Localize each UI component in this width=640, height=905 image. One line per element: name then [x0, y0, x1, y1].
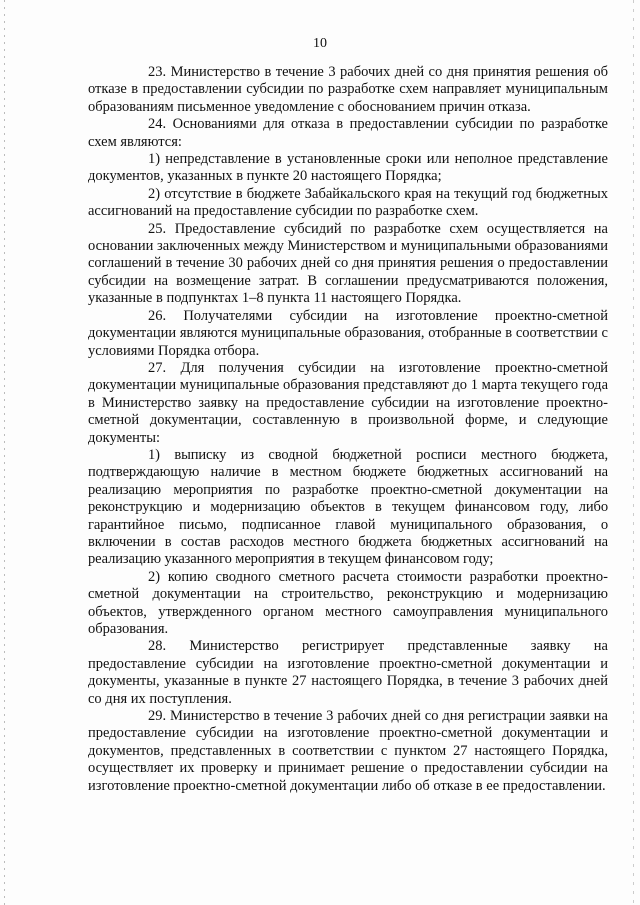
paragraph-24: 24. Основаниями для отказа в предоставлении субсидии по разработке схем являются: — [88, 116, 608, 150]
document-body — [88, 64, 608, 795]
page-number: 10 — [313, 36, 327, 51]
paragraph-27-item-1: 1) выписку из сводной бюджетной росписи местного бюджета, подтверждающую наличие в местном бюджете бюджетных ассигнований на реализацию мероприятия по разработке проектно-сметной документации на реконструкцию и модернизацию объектов в текущем финансовом году, либо гарантийное письмо, подписанное главой муниципального образования, о включении в состав расходов местного бюджета бюджетных ассигнований на реализацию указанного мероприятия в текущем финансовом году; — [88, 446, 608, 568]
paragraph-28: 28. Министерство регистрирует представленные заявку на предоставление субсидии на изготовление проектно-сметной документации и документы, указанные в пункте 27 настоящего Порядка, в течение 3 рабочих дней со дня их поступления. — [88, 638, 608, 707]
paragraph-24-item-1: 1) непредставление в установленные сроки или неполное представление документов, указанных в пункте 20 настоящего Порядка; — [88, 151, 608, 185]
paragraph-27: 27. Для получения субсидии на изготовление проектно-сметной документации муниципальные образования представляют до 1 марта текущего года в Министерство заявку на предоставление субсидии на изготовление проектно-сметной документации, составленную в произвольной форме, и следующие документы: — [88, 359, 608, 446]
paragraph-25: 25. Предоставление субсидий по разработке схем осуществляется на основании заключенных между Министерством и муниципальными образованиями соглашений в течение 30 рабочих дней со дня принятия решения о предоставлении субсидии на возмещение затрат. В соглашении предусматриваются положения, указанные в подпунктах 1–8 пункта 11 настоящего Порядка. — [88, 220, 608, 307]
scan-edge-left — [4, 0, 5, 905]
paragraph-23: 23. Министерство в течение 3 рабочих дней со дня принятия решения об отказе в предоставлении субсидии по разработке схем направляет муниципальным образованиям письменное уведомление с обоснованием причин отказа. — [88, 64, 608, 115]
paragraph-26: 26. Получателями субсидии на изготовление проектно-сметной документации являются муниципальные образования, отобранные в соответствии с условиями Порядка отбора. — [88, 307, 608, 359]
paragraph-27-item-2: 2) копию сводного сметного расчета стоимости разработки проектно-сметной документации на строительство, реконструкцию и модернизацию объектов, утвержденного органом местного самоуправления муниципального образования. — [88, 568, 608, 637]
paragraph-24-item-2: 2) отсутствие в бюджете Забайкальского края на текущий год бюджетных ассигнований на предоставление субсидии по разработке схем. — [88, 185, 608, 220]
scan-edge-right — [633, 0, 634, 905]
paragraph-29: 29. Министерство в течение 3 рабочих дней со дня регистрации заявки на предоставление субсидии на изготовление проектно-сметной документации и документов, представленных в соответствии с пунктом 27 настоящего Порядка, осуществляет их проверку и принимает решение о предоставлении субсидии на изготовление проектно-сметной документации либо об отказе в ее предоставлении. — [88, 708, 608, 794]
